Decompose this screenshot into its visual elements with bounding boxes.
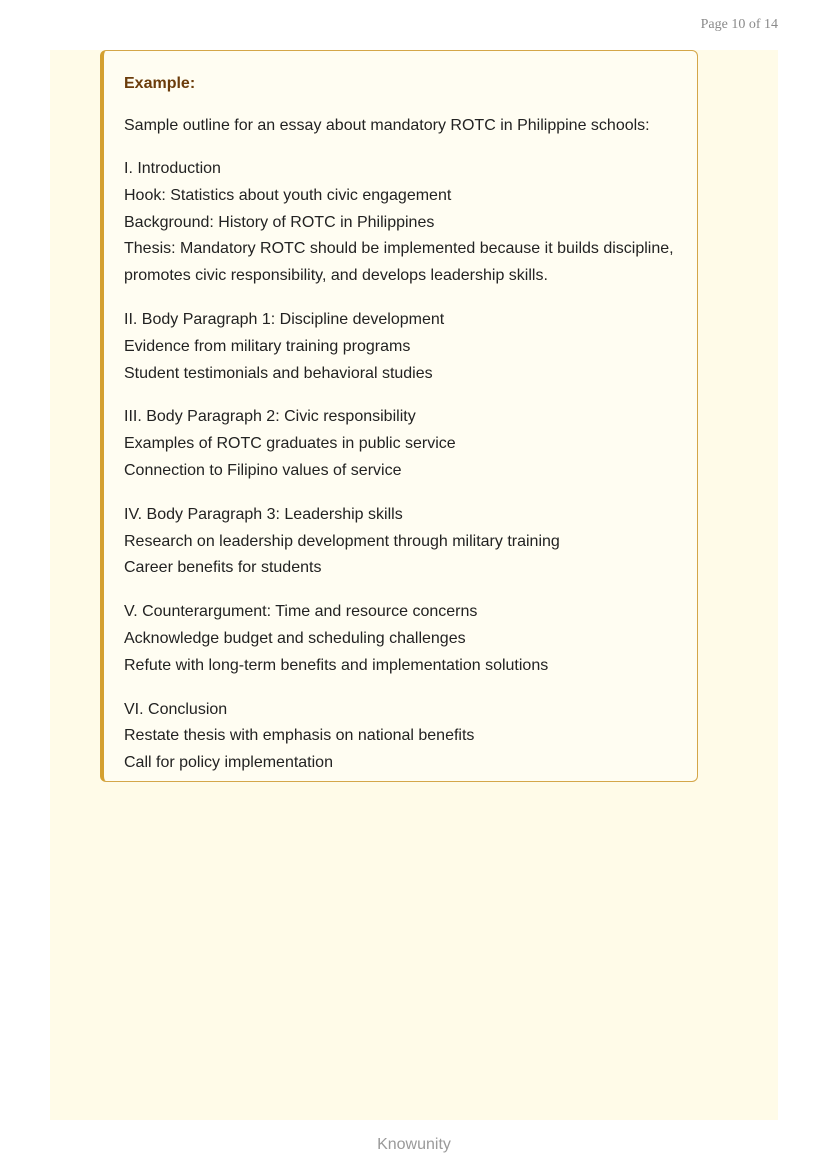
outline-line: Connection to Filipino values of service [124, 461, 402, 479]
example-title: Example: [124, 75, 196, 92]
outline-section-introduction [124, 156, 697, 290]
outline-line: Examples of ROTC graduates in public service [124, 435, 456, 453]
outline-line: Background: History of ROTC in Philippines [124, 213, 435, 231]
example-intro: Sample outline for an essay about mandatory ROTC in Philippine schools: [124, 117, 650, 134]
outline-section-counterargument [124, 599, 697, 679]
outline-heading: II. Body Paragraph 1: Discipline development [124, 310, 445, 328]
outline-heading: VI. Conclusion [124, 700, 228, 718]
footer-brand: Knowunity [377, 1136, 451, 1153]
outline-heading: IV. Body Paragraph 3: Leadership skills [124, 505, 403, 523]
outline-line: Acknowledge budget and scheduling challenges [124, 629, 466, 647]
outline-line: Thesis: Mandatory ROTC should be implemented because it builds discipline, [124, 240, 674, 258]
outline-section-body-1 [124, 307, 697, 387]
outline-line: Career benefits for students [124, 559, 322, 577]
document-page [50, 50, 778, 1120]
outline-heading: III. Body Paragraph 2: Civic responsibility [124, 408, 416, 426]
outline-section-conclusion [124, 697, 697, 777]
outline-line: Call for policy implementation [124, 754, 333, 772]
outline-section-body-2 [124, 404, 697, 484]
outline-line: Hook: Statistics about youth civic engagement [124, 186, 452, 204]
outline-line: Student testimonials and behavioral studies [124, 364, 433, 382]
outline-line: Restate thesis with emphasis on national benefits [124, 727, 475, 745]
outline-heading: V. Counterargument: Time and resource concerns [124, 603, 478, 621]
outline-line: promotes civic responsibility, and develops leadership skills. [124, 267, 548, 285]
outline-line: Research on leadership development through military training [124, 532, 560, 550]
outline-line: Evidence from military training programs [124, 337, 411, 355]
outline-heading: I. Introduction [124, 160, 221, 177]
example-callout [100, 50, 698, 782]
outline-line: Refute with long-term benefits and implementation solutions [124, 656, 549, 674]
page-number: Page 10 of 14 [700, 17, 778, 32]
outline-section-body-3 [124, 502, 697, 582]
